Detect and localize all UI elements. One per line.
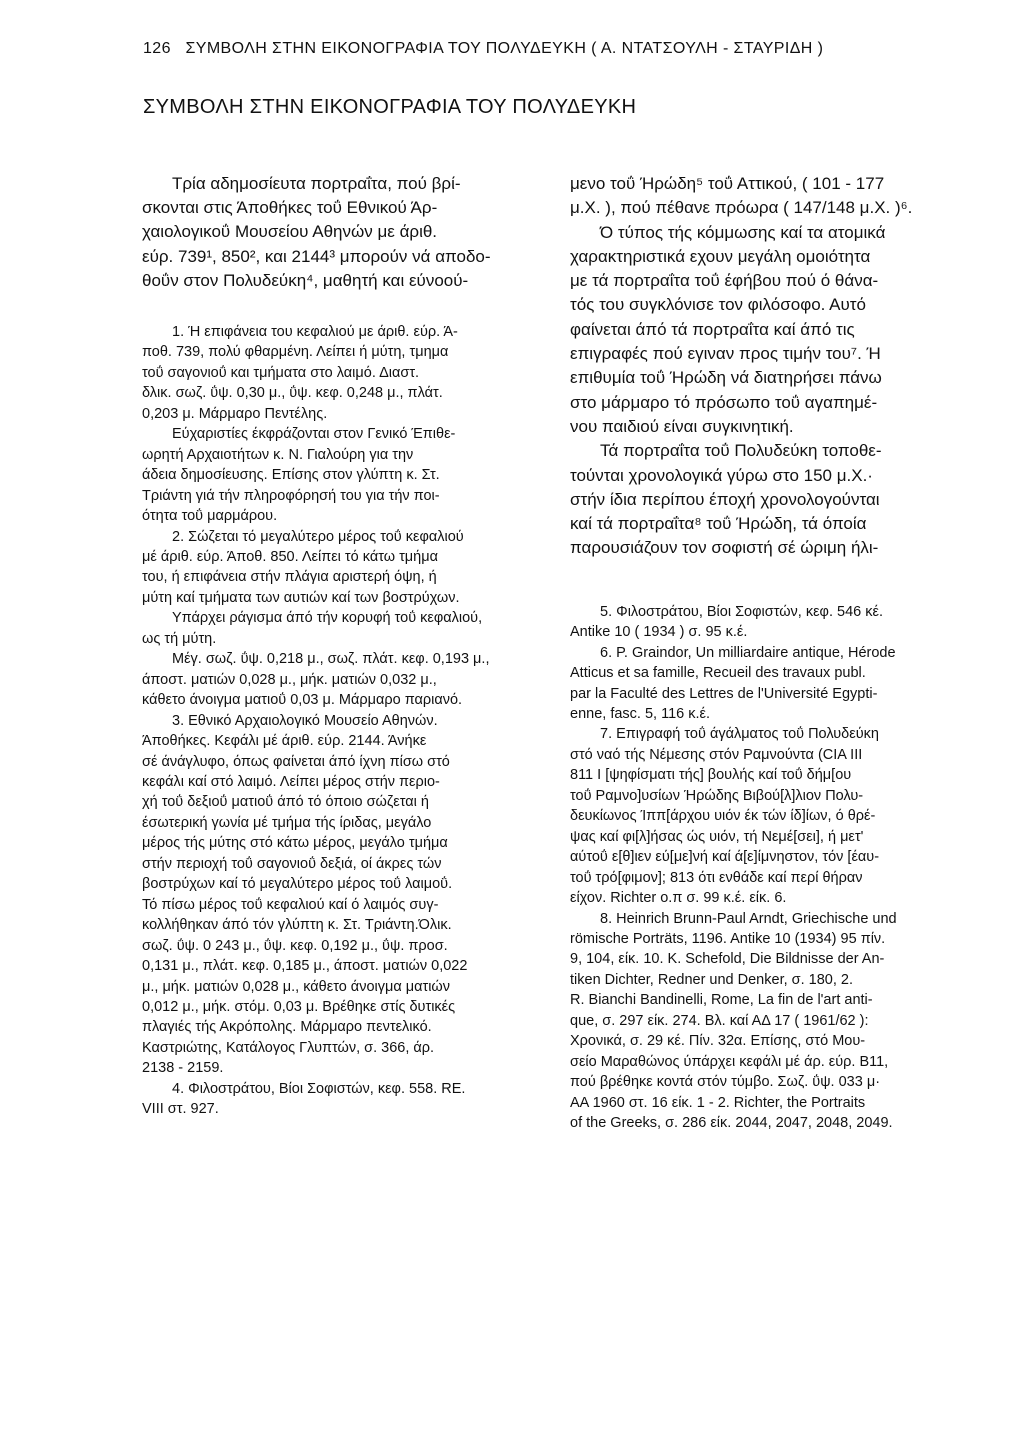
text-line: στο μάρμαρο τό πρόσωπο τοΰ αγαπημέ-: [570, 392, 878, 412]
footnote-line: 9, 104, είκ. 10. Κ. Schefold, Die Bildnisse der An-: [570, 951, 885, 968]
footnote-line: έσωτερική γωνία μέ τμήμα τής ίριδας, μεγάλο: [142, 814, 432, 831]
footnote-line: Τό πίσω μέρος τοΰ κεφαλιού καί ό λαιμός συγ-: [142, 896, 439, 913]
footnote-line: 5. Φιλοστράτου, Βίοι Σοφιστών, κεφ. 546 κέ.: [600, 603, 883, 620]
text-line: παρουσιάζουν τον σοφιστή σέ ώριμη ήλι-: [570, 538, 879, 558]
text-line: μ.Χ. ), πού πέθανε πρόωρα ( 147/148 μ.Χ. )⁶.: [570, 198, 913, 218]
footnote-line: Τριάντη γιά τήν πληροφόρησή του για τήν ποι-: [142, 487, 440, 504]
footnote-line: είχον. Richter ο.π σ. 99 κ.έ. είκ. 6.: [570, 890, 787, 907]
footnote-line: 0,012 μ., μήκ. στόμ. 0,03 μ. Βρέθηκε στίς δυτικές: [142, 998, 456, 1015]
footnote-line: 0,203 μ. Μάρμαρο Πεντέλης.: [142, 405, 328, 422]
footnote-line: ότητα τοΰ μαρμάρου.: [142, 508, 278, 525]
footnote-line: 3. Εθνικό Αρχαιολογικό Μουσείο Αθηνών.: [172, 712, 438, 729]
footnote-line: σείο Μαραθώνος ύπάρχει κεφάλι μέ άρ. εύρ. Β11,: [570, 1053, 889, 1070]
page-number: 126: [143, 40, 171, 57]
footnote-line: 811 Ι [ψηφίσματι τής] βουλής καί τοΰ δήμ[ου: [570, 767, 852, 784]
running-title: ΣΥΜΒΟΛΗ ΣΤΗΝ ΕΙΚΟΝΟΓΡΑΦΙΑ ΤΟΥ ΠΟΛΥΔΕΥΚΗ ( Α. ΝΤΑΤΣΟΥΛΗ - ΣΤΑΥΡΙΔΗ ): [185, 40, 824, 57]
text-line: Ό τύπος τής κόμμωσης καί τα ατομικά: [600, 222, 886, 242]
text-line: σκονται στις Άποθήκες τοΰ Εθνικού Άρ-: [142, 198, 438, 218]
footnote-line: Καστριώτης, Κατάλογος Γλυπτών, σ. 366, άρ.: [142, 1039, 435, 1056]
footnote-line: que, σ. 297 είκ. 274. Βλ. καί ΑΔ 17 ( 1961/62 ):: [570, 1012, 869, 1029]
footnote-line: 0,131 μ., πλάτ. κεφ. 0,185 μ., άποστ. ματιών 0,022: [142, 958, 468, 975]
text-line: επιγραφές πού εγιναν προς τιμήν του⁷. Ή: [570, 344, 881, 364]
footnote-line: του, ή επιφάνεια στήν πλάγια αριστερή όψη, ή: [142, 569, 437, 586]
footnote-line: römische Porträts, 1196. Antike 10 (1934) 95 πίν.: [570, 931, 886, 947]
footnote-line: 4. Φιλοστράτου, Βίοι Σοφιστών, κεφ. 558. RE.: [172, 1080, 466, 1097]
footnote-line: R. Bianchi Bandinelli, Rome, La fin de l'art anti-: [570, 992, 873, 1009]
footnote-line: Υπάρχει ράγισμα άπό τήν κορυφή τοΰ κεφαλιού,: [172, 610, 483, 627]
text-line: στήν ίδια περίπου έποχή χρονολογούνται: [570, 489, 880, 509]
footnote-line: δλικ. σωζ. ΰψ. 0,30 μ., ΰψ. κεφ. 0,248 μ., πλάτ.: [142, 385, 443, 402]
text-line: φαίνεται άπό τά πορτραΐτα καί άπό τις: [570, 319, 855, 339]
footnote-line: ποθ. 739, πολύ φθαρμένη. Λείπει ή μύτη, τμημα: [142, 344, 449, 361]
text-line: εύρ. 739¹, 850², και 2144³ μπορούν νά αποδο-: [142, 246, 491, 266]
footnote-line: στήν περιοχή τοΰ σαγονιοΰ δεξιά, οί άκρες τών: [142, 855, 442, 872]
footnote-line: χή τοΰ δεξιοΰ ματιοΰ άπό τό όποιο σώζεται ή: [142, 794, 429, 811]
footnote-line: ωρητή Αρχαιοτήτων κ. Ν. Γιαλούρη για την: [142, 446, 414, 463]
footnote-line: ψας καί φι[λ]ήσας ώς υιόν, τή Νεμέ[σει], ή μετ': [570, 828, 864, 845]
footnotes-right: [570, 602, 982, 1134]
article-title: ΣΥΜΒΟΛΗ ΣΤΗΝ ΕΙΚΟΝΟΓΡΑΦΙΑ ΤΟΥ ΠΟΛΥΔΕΥΚΗ: [143, 96, 637, 118]
text-line: Τά πορτραΐτα τοΰ Πολυδεύκη τοποθε-: [600, 441, 882, 461]
footnote-line: tiken Dichter, Redner und Denker, σ. 180, 2.: [570, 971, 853, 988]
footnote-line: δευκίωνος Ίππ[άρχου υιόν έκ τών ίδ]ίων, ό θρέ-: [570, 808, 876, 825]
footnote-line: βοστρύχων καί τό μεγαλύτερο μέρος τοΰ λαιμοΰ.: [142, 876, 453, 893]
footnote-line: τοΰ σαγονιοΰ και τμήματα στο λαιμό. Διαστ.: [142, 364, 420, 381]
footnote-line: πλαγιές τής Ακρόπολης. Μάρμαρο πεντελικό.: [142, 1019, 432, 1036]
text-line: επιθυμία τοΰ Ήρώδη νά διατηρήσει πάνω: [570, 368, 882, 388]
body-paragraph-1: [570, 172, 982, 439]
footnote-line: μέρος τής μύτης στό κάτω μέρος, μεγάλο τμήμα: [142, 835, 448, 852]
text-line: χαρακτηριστικά εχουν μεγάλη ομοιότητα: [570, 246, 871, 266]
footnote-line: VIII στ. 927.: [142, 1101, 219, 1118]
footnote-line: αύτοΰ ε[θ]ιεν εύ[με]νή καί ά[ε]ίμνηστον, τόν [έαυ-: [570, 849, 880, 866]
footnote-line: enne, fasc. 5, 116 κ.έ.: [570, 706, 711, 723]
text-line: τός του συγκλόνισε τον φιλόσοφο. Αυτό: [570, 295, 866, 315]
left-column: [142, 172, 539, 1120]
footnote-line: μύτη καί τμήματα των αυτιών καί των βοστρύχων.: [142, 589, 460, 606]
footnote-line: Άποθήκες. Κεφάλι μέ άριθ. εύρ. 2144. Άνήκε: [142, 733, 427, 750]
footnote-line: άδεια δημοσίευσης. Επίσης στον γλύπτη κ. Στ.: [142, 467, 440, 484]
footnote-line: κεφάλι καί στό λαιμό. Λείπει μέρος στήν περιο-: [142, 773, 440, 790]
footnote-line: τοΰ Ραμνο]υσίων Ήρώδης Βιβού[λ]λιον Πολυ-: [570, 787, 864, 804]
body-paragraph-2: [570, 439, 982, 560]
footnote-line: σωζ. ΰψ. 0 243 μ., ΰψ. κεφ. 0,192 μ., ΰψ. προσ.: [142, 937, 448, 954]
text-line: νου παιδιού είναι συγκινητική.: [570, 416, 794, 436]
intro-paragraph: [142, 172, 539, 293]
footnote-line: άποστ. ματιών 0,028 μ., μήκ. ματιών 0,032 μ.,: [142, 671, 437, 688]
footnote-line: 1. Ή επιφάνεια του κεφαλιού με άριθ. εύρ. Ά-: [172, 324, 458, 341]
footnote-line: of the Greeks, σ. 286 είκ. 2044, 2047, 2048, 2049.: [570, 1115, 893, 1132]
text-line: χαιολογικοΰ Μουσείου Αθηνών με άριθ.: [142, 222, 438, 242]
text-line: Τρία αδημοσίευτα πορτραΐτα, πού βρί-: [172, 174, 461, 193]
footnote-line: σέ άνάγλυφο, όπως φαίνεται άπό ίχνη πίσω στό: [142, 753, 450, 770]
footnote-line: 2138 - 2159.: [142, 1060, 224, 1077]
footnote-line: Antike 10 ( 1934 ) σ. 95 κ.έ.: [570, 624, 748, 641]
footnote-line: par la Faculté des Lettres de l'Université Egypti-: [570, 685, 878, 702]
footnotes-left: [142, 322, 539, 1120]
text-line: καί τά πορτραΐτα⁸ τοΰ Ήρώδη, τά όποία: [570, 514, 867, 534]
footnote-line: 2. Σώζεται τό μεγαλύτερο μέρος τοΰ κεφαλιού: [172, 528, 464, 545]
footnote-line: κολλήθηκαν άπό τόν γλύπτη κ. Στ. Τριάντη.Όλικ.: [142, 917, 452, 934]
footnote-line: Εύχαριστίες έκφράζονται στον Γενικό Έπιθε-: [172, 426, 456, 443]
text-line: θοΰν στον Πολυδεύκη⁴, μαθητή και εύνοού-: [142, 270, 469, 290]
footnote-line: 8. Heinrich Brunn-Paul Arndt, Griechische und: [600, 910, 897, 927]
text-line: μενο τοΰ Ήρώδη⁵ τοΰ Αττικού, ( 101 - 177: [570, 174, 885, 193]
footnote-line: στό ναό τής Νέμεσης στόν Ραμνούντα (CIA III: [570, 746, 863, 763]
footnote-line: Μέγ. σωζ. ΰψ. 0,218 μ., σωζ. πλάτ. κεφ. 0,193 μ.,: [172, 651, 490, 668]
footnote-line: κάθετο άνοιγμα ματιοΰ 0,03 μ. Μάρμαρο παριανό.: [142, 692, 463, 709]
right-column: [570, 172, 982, 1134]
footnote-line: πού βρέθηκε κοντά στόν τύμβο. Σωζ. ΰψ. 033 μ·: [570, 1074, 881, 1091]
footnote-line: ως τή μύτη.: [142, 630, 217, 647]
footnote-line: Χρονικά, σ. 29 κέ. Πίν. 32α. Επίσης, στό Μου-: [570, 1033, 866, 1050]
footnote-line: ΑΑ 1960 στ. 16 είκ. 1 - 2. Richter, the Portraits: [570, 1094, 866, 1111]
footnote-line: μ., μήκ. ματιών 0,028 μ., κάθετο άνοιγμα ματιών: [142, 978, 450, 995]
footnote-line: τοΰ τρό[φιμον]; 813 ότι ενθάδε καί περί θήραν: [570, 869, 863, 886]
footnote-line: μέ άριθ. εύρ. Άποθ. 850. Λείπει τό κάτω τμήμα: [142, 549, 438, 565]
text-line: τούνται χρονολογικά γύρω στο 150 μ.Χ.·: [570, 465, 873, 485]
footnote-line: 7. Επιγραφή τοΰ άγάλματος τοΰ Πολυδεύκη: [600, 726, 879, 743]
text-line: με τά πορτραΐτα τοΰ έφήβου πού ό θάνα-: [570, 271, 879, 291]
footnote-line: Atticus et sa famille, Recueil des travaux publ.: [570, 665, 866, 682]
running-header: [143, 40, 993, 58]
footnote-line: 6. P. Graindor, Un milliardaire antique, Hérode: [600, 644, 896, 661]
